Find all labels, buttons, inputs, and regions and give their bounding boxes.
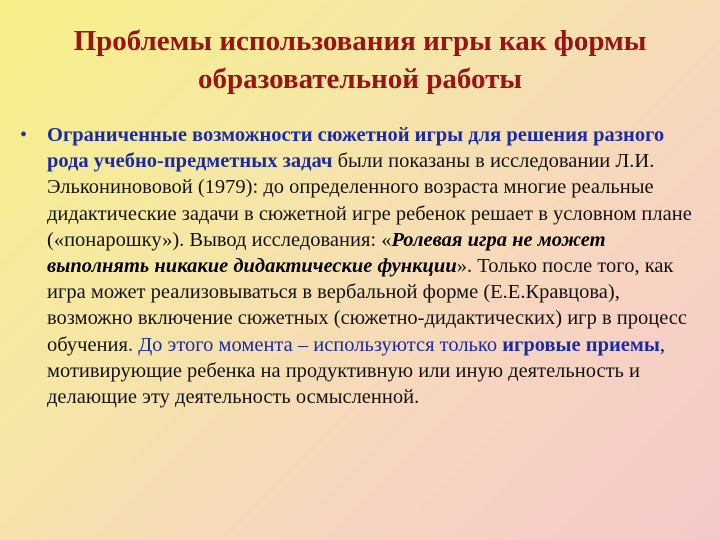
highlight-conclusion: Ролевая игра не может выполнять никакие дидактические функции [47, 228, 606, 278]
text-segment-motivating: , мотивирующие ребенка на продуктивную или иную деятельность и делающие эту деятельность осмысленной. [47, 333, 665, 409]
slide-title [20, 22, 700, 98]
bullet-item [20, 122, 698, 410]
bullet-paragraph [47, 122, 698, 410]
text-segment-research: были показаны в исследовании Л.И. Эльконинововой (1979): до определенного возраста многие реальные дидактические задачи в сюжетной игре ребенок решает в условном плане («понарошку»). Вывод исследования: « [47, 150, 692, 251]
slide-title-line-1: Проблемы использования игры как формы [73, 25, 647, 57]
bullet-marker: • [20, 124, 28, 146]
text-segment-verbal-form: ». Только после того, как игра может реализовываться в вербальной форме (Е.Е.Кравцова), возможно включение сюжетных (сюжетно-дидактических) игр в процесс обучения [47, 255, 688, 356]
highlight-game-techniques: игровые приемы [502, 333, 660, 356]
slide-title-line-2: образовательной работы [198, 63, 522, 95]
text-segment-before-moment: . До этого момента – используются только [127, 333, 503, 356]
highlight-limited-capabilities: Ограниченные возможности сюжетной игры для решения разного рода учебно-предметных задач [47, 124, 665, 173]
